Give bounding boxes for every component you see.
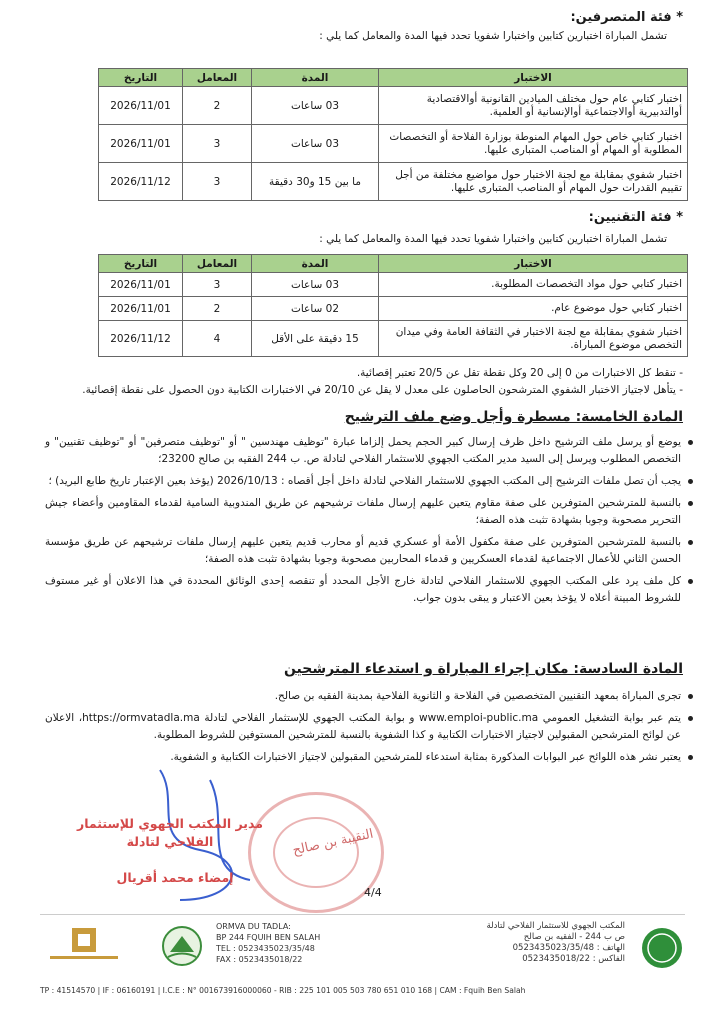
footer-address-fr [216, 921, 320, 965]
section-title-administrators: * فئة المتصرفين: [570, 10, 683, 25]
stamp-text: النقيبة بن صالح [291, 826, 375, 859]
coef-cell: 2 [183, 87, 252, 125]
date-cell: 2026/11/12 [99, 163, 183, 201]
footer-address-ar [486, 921, 625, 965]
table-row [99, 125, 688, 163]
list-item-text: بالنسبة للمترشحين المتوفرين على صفة مقاوم يتعين عليهم إرسال ملفات ترشيحهم عن طريق المندوبية السامية لقدماء المقاومين وأعضاء جيش التحرير مصحوبة وجوبا بشهادة تثبت هذه الصفة؛ [45, 497, 681, 526]
duration-cell: 02 ساعات [252, 297, 379, 321]
duration-cell: ما بين 15 و30 دقيقة [252, 163, 379, 201]
list-item [45, 495, 695, 529]
coef-cell: 3 [183, 273, 252, 297]
test-cell: اختبار كتابي حول موضوع عام. [379, 297, 688, 321]
page-number: 4/4 [364, 886, 382, 899]
test-cell: اختبار شفوي بمقابلة مع لجنة الاختبار حول مواضيع مختلفة من أجل تقييم القدرات حول المهام أو المناصب المتبارى عليها. [379, 163, 688, 201]
article-six-list [45, 688, 695, 771]
section-intro-administrators: تشمل المباراة اختبارين كتابين واختبارا شفويا تحدد فيها المدة والمعامل كما يلي : [319, 30, 667, 42]
table-row [99, 163, 688, 201]
list-item-text: بالنسبة للمترشحين المتوفرين على صفة مكفول الأمة أو عسكري قديم أو محارب قديم يتعين عليهم إرسال ملفات ترشيحهم عن طريق مؤسسة الحسن الثاني للأعمال الاجتماعية لقدماء العسكريين و قدماء المحاربين مصحوبة وجوبا بشهادة تثبت هذه الصفة؛ [45, 536, 681, 565]
coef-cell: 3 [183, 125, 252, 163]
duration-cell: 03 ساعات [252, 125, 379, 163]
date-cell: 2026/11/01 [99, 87, 183, 125]
section-intro-technicians: تشمل المباراة اختبارين كتابين واختبارا شفويا تحدد فيها المدة والمعامل كما يلي : [319, 233, 667, 245]
duration-cell: 03 ساعات [252, 87, 379, 125]
date-cell: 2026/11/01 [99, 273, 183, 297]
date-cell: 2026/11/01 [99, 297, 183, 321]
list-item-text: كل ملف يرد على المكتب الجهوي للاستثمار الفلاحي لتادلة خارج الأجل المحدد أو تنقصه إحدى الوثائق المحددة في هذا الاعلان أو غير مستوف للشروط المبينة أعلاه لا يؤخذ بعين الاعتبار و يبقى بدون جواب. [45, 575, 681, 604]
header-coef: المعامل [183, 255, 252, 273]
test-cell: اختبار كتابي عام حول مختلف الميادين القانونية أوالاقتصادية أوالتدبيرية أوالاجتماعية أوالإنسانية أو العلمية. [379, 87, 688, 125]
list-item [45, 473, 695, 490]
date-cell: 2026/11/01 [99, 125, 183, 163]
note-scoring: - تنقط كل الاختبارات من 0 إلى 20 وكل نقطة تقل عن 20/5 تعتبر إقصائية. [356, 367, 683, 379]
duration-cell: 15 دقيقة على الأقل [252, 321, 379, 357]
article-six-title: المادة السادسة: مكان إجراء المباراة و استدعاء المترشحين [283, 661, 683, 677]
header-test: الاختبار [379, 69, 688, 87]
header-coef: المعامل [183, 69, 252, 87]
table-row [99, 297, 688, 321]
list-item-text: يتم عبر بوابة التشغيل العمومي www.emploi-public.ma و بوابة المكتب الجهوي للإستثمار الفلاحي لتادلة https://ormvatadla.ma، الاعلان عن لوائح المترشحين المقبولين لاجتياز الاختبارات الكتابية و كذا الشفوية بالنسبة للمترشحين المستوفين للشروط المطلوبة. [45, 712, 682, 741]
list-item [45, 710, 695, 744]
footer-fr-line: TEL : 0523435023/35/48 [216, 944, 315, 953]
ministry-logo-icon [44, 926, 124, 966]
header-duration: المدة [252, 69, 379, 87]
coef-cell: 3 [183, 163, 252, 201]
signature-title-line1: مدير المكتب الجهوي للإستثمار [77, 816, 263, 831]
footer-ar-line: المكتب الجهوي للاستثمار الفلاحي لتادلة [486, 921, 625, 931]
table-row [99, 87, 688, 125]
footer-fr-line: BP 244 FQUIH BEN SALAH [216, 933, 321, 942]
table-header-row [99, 69, 688, 87]
green-generation-logo-icon [640, 926, 684, 970]
list-item-text: يوضع أو يرسل ملف الترشيح داخل ظرف إرسال كبير الحجم يحمل إلزاما عبارة "توظيف مهندسين " أو "توظيف متصرفين" أو "توظيف تقنيين" و التخصص المطلوب ويرسل إلى السيد مدير المكتب الجهوي للاستثمار الفلاحي لتادلة ص. ب 244 الفقيه بن صالح 23200؛ [45, 436, 681, 465]
header-test: الاختبار [379, 255, 688, 273]
duration-cell: 03 ساعات [252, 273, 379, 297]
ormva-logo-icon [160, 924, 204, 968]
article-five-title: المادة الخامسة: مسطرة وأجل وضع ملف الترشيح [344, 409, 683, 425]
exam-table-technicians [98, 254, 688, 357]
table-header-row [99, 255, 688, 273]
section-title-technicians: * فئة التقنيين: [588, 210, 683, 225]
list-item [45, 534, 695, 568]
coef-cell: 4 [183, 321, 252, 357]
signature-name: إمضاء محمد أقريال [116, 870, 234, 885]
list-item [45, 434, 695, 468]
header-date: التاريخ [99, 69, 183, 87]
list-item [45, 688, 695, 705]
list-item [45, 573, 695, 607]
list-item-text: يجب أن تصل ملفات الترشيح إلى المكتب الجهوي للاستثمار الفلاحي لتادلة داخل أجل أقصاه : 2026/10/13 (يؤخذ بعين الإعتبار تاريخ طابع البريد) ؛ [48, 475, 681, 487]
table-row [99, 321, 688, 357]
footer-fr-line: ORMVA DU TADLA: [216, 922, 291, 931]
test-cell: اختبار كتابي حول مواد التخصصات المطلوبة. [379, 273, 688, 297]
footer-ar-line: الهاتف : 0523435023/35/48 [512, 943, 625, 953]
footer-registration: TP : 41514570 | IF : 06160191 | I.C.E : N° 001673916000060 - RIB : 225 101 005 503 780 651 010 168 | CAM : Fquih Ben Salah [40, 986, 526, 995]
test-cell: اختبار كتابي خاص حول المهام المنوطة بوزارة الفلاحة أو التخصصات المطلوبة أو المهام أو المناصب المتبارى عليها. [379, 125, 688, 163]
list-item-text: تجرى المباراة بمعهد التقنيين المتخصصين في الفلاحة و الثانوية الفلاحية بمدينة الفقيه بن صالح. [274, 690, 681, 702]
footer-ar-line: الفاكس : 0523435018/22 [522, 954, 625, 964]
header-duration: المدة [252, 255, 379, 273]
article-five-list [45, 434, 695, 612]
footer-divider [40, 914, 685, 915]
coef-cell: 2 [183, 297, 252, 321]
footer-fr-line: FAX : 0523435018/22 [216, 955, 303, 964]
table-row [99, 273, 688, 297]
header-date: التاريخ [99, 255, 183, 273]
exam-table-administrators [98, 68, 688, 201]
list-item-text: يعتبر نشر هذه اللوائح عبر البوابات المذكورة بمثابة استدعاء للمترشحين المقبولين لاجتياز الاختبارات الكتابية و الشفوية. [170, 751, 681, 763]
note-qualification: - يتأهل لاجتياز الاختبار الشفوي المترشحون الحاصلون على معدل لا يقل عن 20/10 في الاختبارات الكتابية دون الحصول على نقطة إقصائية. [82, 384, 683, 396]
test-cell: اختبار شفوي بمقابلة مع لجنة الاختبار في الثقافة العامة وفي ميدان التخصص موضوع المباراة. [379, 321, 688, 357]
date-cell: 2026/11/12 [99, 321, 183, 357]
footer-ar-line: ص ب 244 - الفقيه بن صالح [523, 932, 625, 942]
signature-title-line2: الفلاحي لتادلة [126, 834, 214, 849]
